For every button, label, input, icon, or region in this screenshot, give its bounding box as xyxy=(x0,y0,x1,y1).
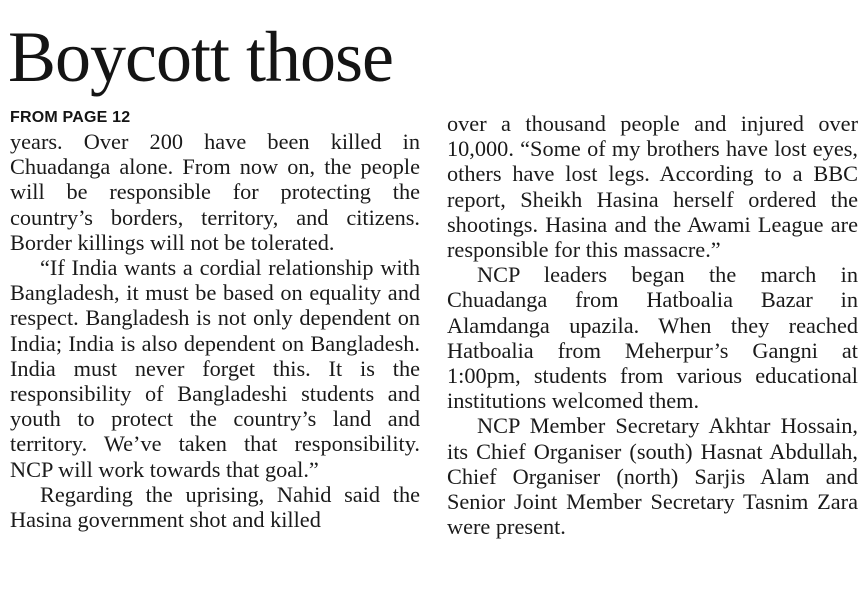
headline: Boycott those xyxy=(8,17,393,97)
paragraph: NCP Member Secretary Akhtar Hossain, its Chief Organiser (south) Hasnat Abdullah, Chief Organiser (north) Sarjis Alam and Senior Joint Member Secretary Tasnim Zara were present. xyxy=(447,413,858,540)
article-column-right xyxy=(447,111,858,539)
continued-from-label: FROM PAGE 12 xyxy=(10,109,131,126)
paragraph: “If India wants a cordial relationship with Bangladesh, it must be based on equality and respect. Bangladesh is not only dependent on India; India is also dependent on Bangladesh. India must never forget this. It is the responsibility of Bangladeshi students and youth to protect the country’s land and territory. We’ve taken that responsibility. NCP will work towards that goal.” xyxy=(10,255,420,482)
paragraph: NCP leaders began the march in Chuadanga from Hatboalia Bazar in Alamdanga upazila. When they reached Hatboalia from Meherpur’s Gangni at 1:00pm, students from various educational institutions welcomed them. xyxy=(447,262,858,414)
paragraph: years. Over 200 have been killed in Chuadanga alone. From now on, the people will be responsible for protecting the country’s borders, territory, and citizens. Border killings will not be tolerated. xyxy=(10,129,420,255)
article-column-left xyxy=(10,108,420,532)
paragraph: Regarding the uprising, Nahid said the Hasina government shot and killed xyxy=(10,481,420,533)
paragraph: over a thousand people and injured over 10,000. “Some of my brothers have lost eyes, others have lost legs. According to a BBC report, Sheikh Hasina herself ordered the shootings. Hasina and the Awami League are responsible for this massacre.” xyxy=(447,111,858,263)
